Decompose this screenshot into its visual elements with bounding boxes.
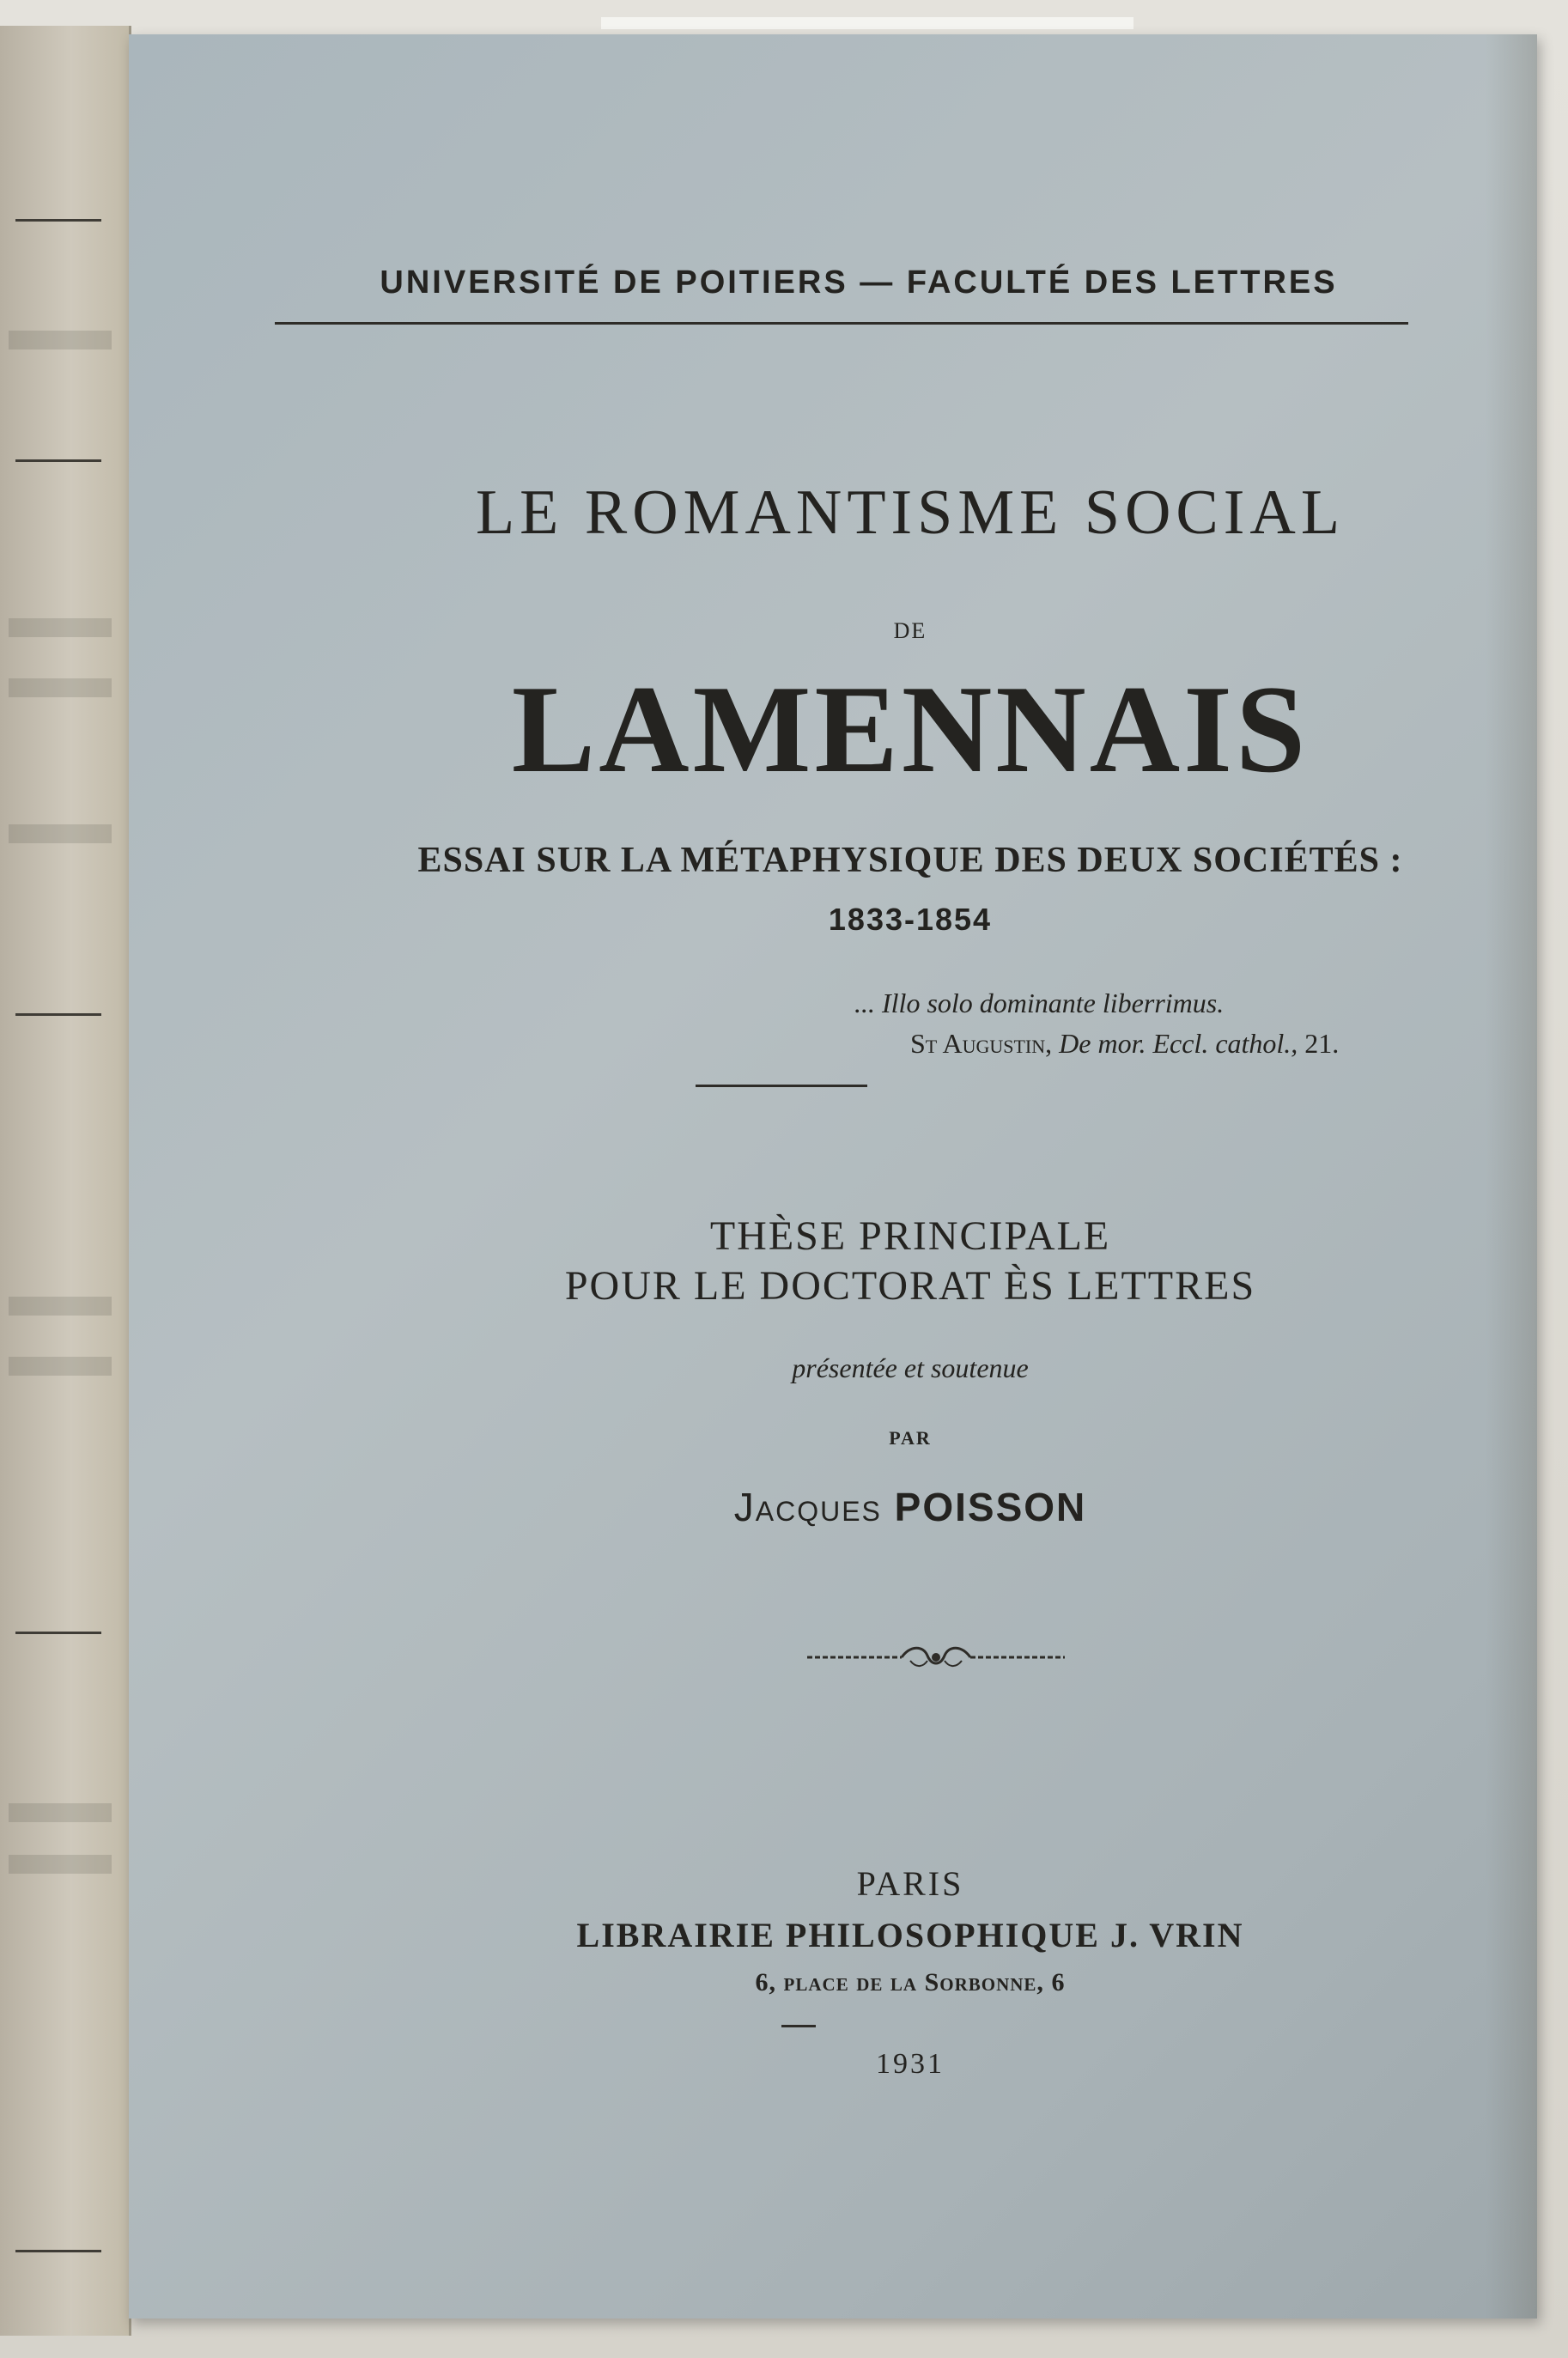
- spine-faded-text: [9, 618, 112, 637]
- top-paper-strip: [601, 17, 1133, 29]
- spine-rule: [15, 2250, 101, 2252]
- thesis-line-2: POUR LE DOCTORAT ÈS LETTRES: [564, 1263, 1256, 1309]
- date-range: 1833-1854: [828, 902, 993, 937]
- book-spine: [0, 26, 131, 2336]
- author-first-name: Jacques: [733, 1485, 882, 1529]
- main-title: LAMENNAIS: [511, 659, 1310, 799]
- spine-faded-text: [9, 1357, 112, 1376]
- spine-rule: [15, 459, 101, 462]
- address-number-end: 6: [1051, 1968, 1066, 1996]
- title-line-1: LE ROMANTISME SOCIAL: [475, 477, 1346, 548]
- spine-faded-text: [9, 678, 112, 697]
- epigraph-quote: ... Illo solo dominante liberrimus.: [854, 988, 1225, 1018]
- publisher-city: PARIS: [856, 1864, 964, 1903]
- epigraph-citation: [910, 1028, 1339, 1060]
- presented-label: présentée et soutenue: [792, 1352, 1029, 1383]
- address-street: place de la Sorbonne,: [783, 1968, 1044, 1996]
- spine-rule: [15, 219, 101, 222]
- book-cover: [129, 34, 1537, 2318]
- spine-faded-text: [9, 1297, 112, 1316]
- publisher-address: [223, 1968, 1568, 1997]
- spine-faded-text: [9, 331, 112, 349]
- publication-year: 1931: [876, 2048, 945, 2080]
- spine-faded-text: [9, 1803, 112, 1822]
- section-divider: [696, 1085, 867, 1087]
- header-rule: [275, 322, 1408, 325]
- thesis-line-1: THÈSE PRINCIPALE: [709, 1213, 1111, 1259]
- subtitle: ESSAI SUR LA MÉTAPHYSIQUE DES DEUX SOCIÉTÉS :: [417, 841, 1403, 880]
- address-number: 6,: [755, 1968, 777, 1996]
- year-dash: [781, 2025, 816, 2027]
- spine-rule: [15, 1632, 101, 1634]
- spine-faded-text: [9, 1855, 112, 1874]
- by-label: PAR: [889, 1427, 932, 1449]
- epigraph-ref: 21.: [1304, 1028, 1340, 1059]
- epigraph-author: St Augustin,: [910, 1028, 1053, 1059]
- publisher-name: LIBRAIRIE PHILOSOPHIQUE J. VRIN: [576, 1916, 1244, 1954]
- institution-header: UNIVERSITÉ DE POITIERS — FACULTÉ DES LETTRES: [380, 264, 1338, 301]
- spine-rule: [15, 1013, 101, 1016]
- spine-faded-text: [9, 824, 112, 843]
- epigraph-work: De mor. Eccl. cathol.,: [1059, 1028, 1298, 1059]
- ornament-divider-icon: [807, 1640, 1065, 1674]
- title-connector: DE: [893, 618, 927, 643]
- author-name: [223, 1484, 1568, 1530]
- author-last-name: POISSON: [894, 1485, 1087, 1529]
